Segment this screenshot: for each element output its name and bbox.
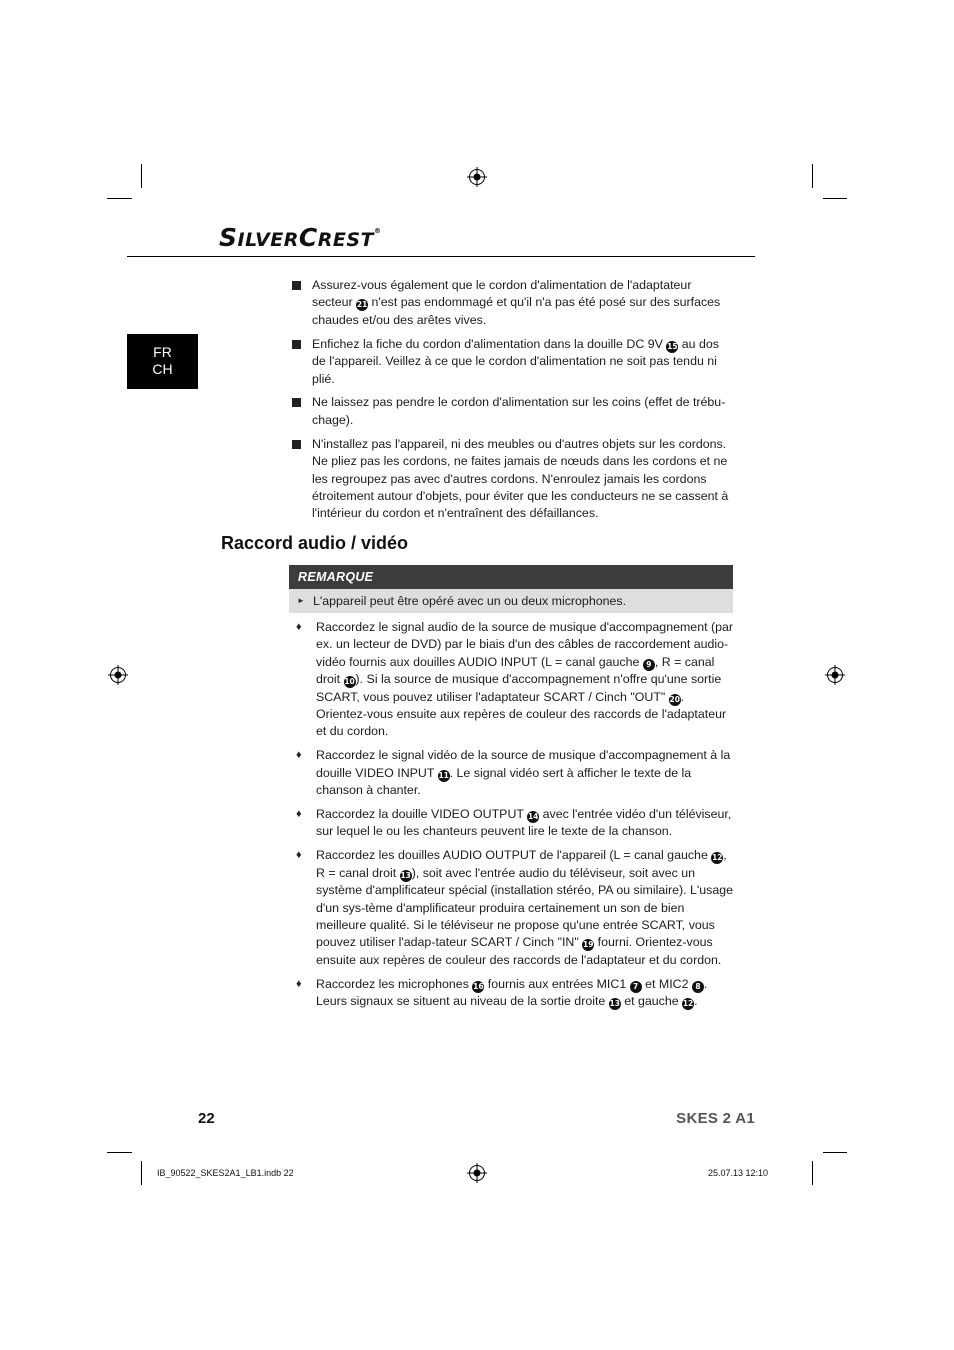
item-text: au dos de l'appareil. Veillez à ce que le cordon d'alimentation ne soit pas tendu ni plié. [312, 336, 719, 386]
language-code: CH [152, 361, 173, 377]
item-text: Enfichez la fiche du cordon d'alimentation dans la douille DC 9V [312, 336, 667, 351]
language-code: FR [153, 344, 172, 360]
item-text: . Orientez-vous ensuite aux repères de couleur des raccords de l'adaptateur et du cordon. [316, 689, 727, 739]
brand-text: REST [317, 229, 375, 251]
crop-mark [812, 1161, 813, 1185]
item-text: Raccordez les douilles AUDIO OUTPUT de l'appareil (L = canal gauche [316, 848, 712, 863]
registration-mark-icon [108, 665, 128, 685]
square-bullet-icon [292, 436, 301, 454]
bullet-item [292, 336, 732, 388]
item-text: Raccordez les microphones [316, 976, 473, 991]
item-text: N'installez pas l'appareil, ni des meubles ou d'autres objets sur les cordons. Ne pliez pas les cordons, ne faites jamais de nœuds dans les cordons et ne les regroupez pas avec d'autres cordons. N'enroulez jamais les cordons étroitement autour d'objets, pour éviter que les conducteurs ne se cassent à l'intérieur du cordon et n'entraînent des défaillances. [312, 436, 729, 521]
item-text: Raccordez la douille VIDEO OUTPUT [316, 807, 528, 822]
safety-bullet-list [292, 277, 732, 529]
crop-mark [823, 1152, 847, 1153]
part-number-badge: 15 [667, 341, 678, 351]
square-bullet-icon [292, 340, 301, 349]
item-text: . Leurs signaux se situent au niveau de la sortie droite [316, 976, 708, 1009]
item-text: Raccordez le signal vidéo de la source de musique d'accompagnement à la douille VIDEO INPUT [316, 748, 731, 780]
item-text: Assurez-vous également que le cordon d'alimentation de l'adaptateur secteur [312, 278, 692, 310]
crop-mark [107, 198, 132, 199]
print-slug-file: IB_90522_SKES2A1_LB1.indb 22 [157, 1168, 294, 1178]
step-item [296, 619, 734, 741]
crop-mark [812, 164, 813, 188]
step-item [296, 847, 734, 969]
model-name: SKES 2 A1 [676, 1110, 755, 1127]
square-bullet-icon [292, 281, 301, 290]
brand-logo [219, 223, 382, 252]
part-number-badge: 13 [609, 999, 620, 1009]
diamond-bullet-icon: ♦ [296, 849, 302, 862]
part-number-badge: 20 [669, 694, 680, 704]
part-number-badge: 14 [527, 812, 539, 822]
note-text: L'appareil peut être opéré avec un ou deux microphones. [313, 594, 627, 608]
language-tab [127, 334, 198, 389]
item-text: avec l'entrée vidéo d'un téléviseur, sur lequel le ou les chanteurs peuvent lire le texte de la chanson. [316, 807, 732, 839]
square-bullet-icon [292, 336, 301, 354]
crop-mark [107, 1152, 132, 1153]
square-bullet-icon [292, 277, 301, 295]
registration-mark-icon [467, 167, 487, 187]
diamond-bullet-icon: ♦ [296, 621, 302, 633]
registration-mark-icon [825, 665, 845, 685]
registration-mark-icon [467, 1163, 487, 1183]
part-number-badge: 12 [682, 999, 694, 1009]
item-text: . [694, 994, 698, 1009]
part-number-badge: 8 [692, 981, 704, 993]
bullet-item [292, 277, 732, 329]
diamond-bullet-icon: ♦ [296, 977, 302, 990]
item-text: n'est pas endommagé et qu'il n'a pas été posé sur des surfaces chaudes et/ou des arêtes vives. [312, 295, 721, 327]
page-number: 22 [198, 1110, 215, 1127]
note-body [289, 589, 733, 613]
diamond-bullet-icon: ♦ [296, 749, 302, 762]
item-text: Raccordez le signal audio de la source de musique d'accompagnement (par ex. un lecteur de DVD) par le biais d'un des câbles de raccordement audio-vidéo fournis aux douilles AUDIO INPUT (L = canal gauche [316, 620, 734, 669]
header-rule [127, 256, 755, 257]
item-text: ), soit avec l'entrée audio du téléviseur, soit avec un système d'amplificateur spécial (installation stéréo, PA ou similaire). L'usage d'un sys-tème d'amplificateur produira certainement un son de bien meilleure qualité. Si le téléviseur ne propose qu'une entrée SCART, vous pouvez utiliser l'adap-tateur SCART / Cinch "IN" [316, 865, 734, 950]
crop-mark [823, 198, 847, 199]
part-number-badge: 11 [438, 770, 449, 780]
section-title: Raccord audio / vidéo [221, 533, 409, 553]
item-text: et gauche [620, 994, 683, 1009]
item-text: , R = canal droit [316, 848, 727, 880]
crop-mark [141, 1161, 142, 1185]
brand-letter: C [298, 223, 318, 252]
item-text: fourni. Orientez-vous ensuite aux repères de couleur des raccords de l'adaptateur et du cordon. [316, 935, 722, 967]
crop-mark [141, 164, 142, 188]
step-item [296, 806, 734, 841]
arrow-right-icon: ► [297, 596, 305, 605]
part-number-badge: 16 [473, 981, 484, 991]
part-number-badge: 19 [583, 940, 594, 950]
registered-mark: ® [374, 227, 382, 235]
part-number-badge: 9 [643, 659, 655, 671]
step-item [296, 747, 734, 799]
square-bullet-icon [292, 440, 301, 449]
item-text: Ne laissez pas pendre le cordon d'alimentation sur les coins (effet de trébu-chage). [312, 395, 726, 427]
print-slug-datetime: 25.07.13 12:10 [708, 1168, 769, 1178]
bullet-item [292, 436, 732, 523]
part-number-badge: 13 [400, 870, 411, 880]
bullet-item [292, 394, 732, 429]
diamond-bullet-icon: ♦ [296, 808, 302, 821]
step-item [296, 976, 734, 1011]
item-text: . Le signal vidéo sert à afficher le texte de la chanson à chanter. [316, 765, 692, 798]
item-text: fournis aux entrées MIC1 [484, 976, 630, 991]
item-text: , R = canal droit [316, 654, 715, 687]
brand-text: ILVER [237, 229, 299, 251]
note-heading: REMARQUE [289, 565, 733, 589]
item-text: ). Si la source de musique d'accompagnement n'offre qu'une sortie SCART, vous pouvez utiliser l'adaptateur SCART / Cinch "OUT" [316, 672, 722, 704]
square-bullet-icon [292, 394, 301, 412]
connection-steps-list [296, 619, 734, 1017]
part-number-badge: 12 [712, 853, 723, 863]
part-number-badge: 10 [344, 677, 355, 687]
part-number-badge: 21 [356, 300, 368, 310]
brand-letter: S [219, 223, 238, 252]
square-bullet-icon [292, 398, 301, 407]
item-text: et MIC2 [641, 976, 692, 991]
part-number-badge: 7 [630, 981, 642, 993]
